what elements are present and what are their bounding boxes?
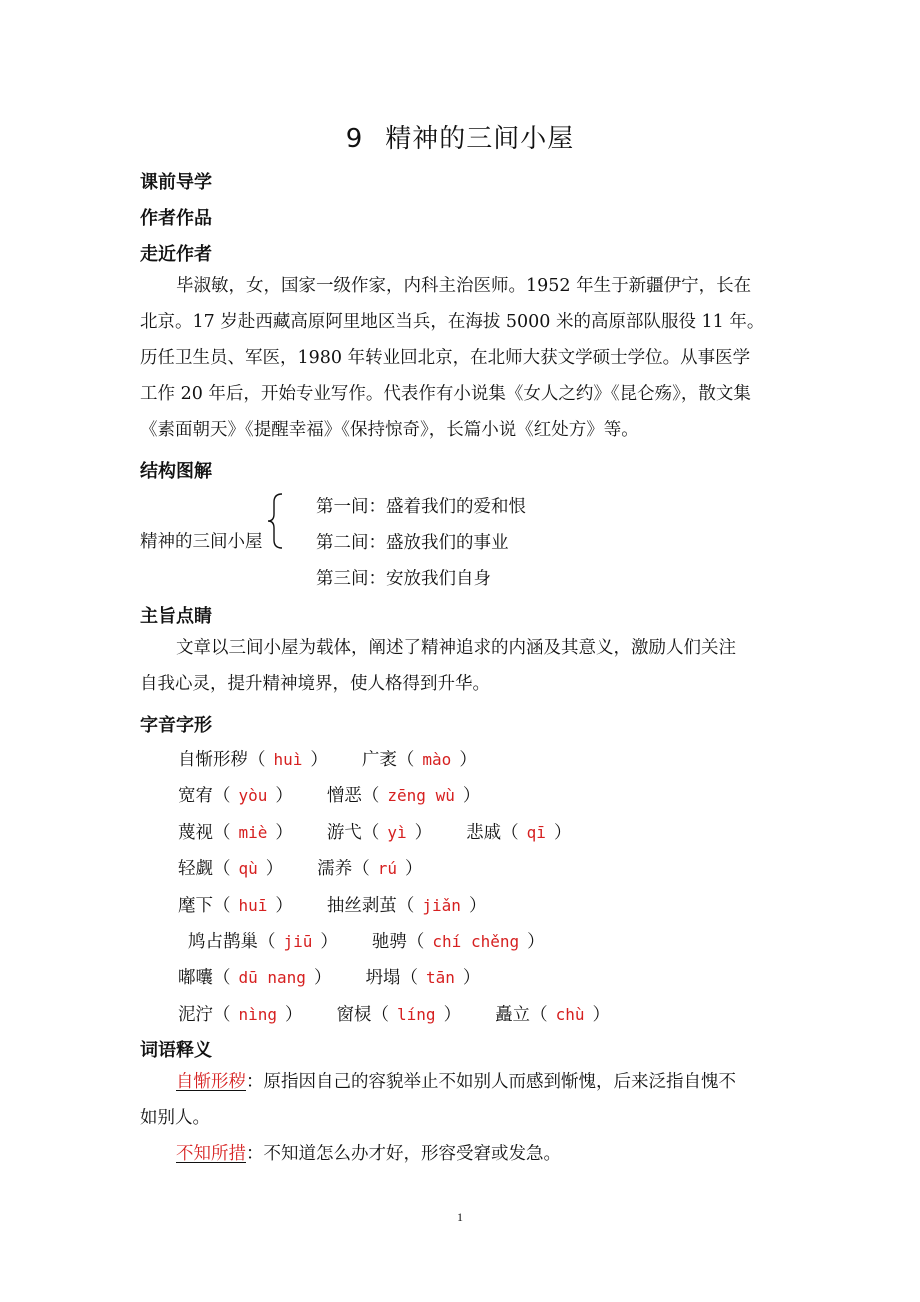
paren-open: （	[396, 895, 415, 916]
character-word: 嘟囔	[178, 968, 213, 989]
pinyin: zēng wù	[387, 786, 455, 806]
pinyin: líng	[397, 1004, 436, 1024]
character-row	[178, 782, 514, 807]
character-word: 宽宥	[178, 786, 213, 807]
pinyin: yì	[387, 822, 407, 842]
character-row	[178, 964, 514, 989]
character-word: 广袤	[361, 750, 397, 770]
paren-close: ）	[285, 1004, 303, 1025]
pinyin: huī	[238, 895, 268, 915]
character-item	[178, 819, 293, 844]
character-word: 濡养	[317, 859, 353, 880]
paren-open: （	[371, 1004, 390, 1025]
theme-paragraph	[140, 630, 780, 702]
character-item	[178, 782, 293, 807]
character-word: 驰骋	[371, 932, 407, 952]
character-item	[327, 892, 487, 917]
paren-close: ）	[405, 859, 423, 880]
paren-open: （	[530, 1004, 548, 1025]
pinyin: mào	[422, 750, 452, 769]
character-word: 蔑视	[178, 822, 213, 843]
character-item	[178, 964, 331, 989]
vocab-term: 不知所措	[176, 1144, 246, 1164]
theme-line: 文章以三间小屋为载体，阐述了精神追求的内涵及其意义，激励人们关注	[176, 638, 736, 658]
paren-open: （	[501, 822, 519, 843]
character-row	[178, 892, 520, 917]
paren-close: ）	[462, 786, 481, 807]
author-line: 历任卫生员、军医，1980 年转业回北京，在北师大获文学硕士学位。从事医学	[140, 348, 751, 368]
author-line: 《素面朝天》《提醒幸福》《保持惊奇》，长篇小说《红处方》等。	[140, 420, 639, 440]
paren-open: （	[213, 786, 231, 807]
pinyin: nìng	[238, 1004, 278, 1024]
character-word: 鸠占鹊巢	[188, 932, 258, 952]
page-title	[0, 118, 920, 155]
character-word: 麾下	[178, 895, 213, 916]
character-row	[178, 819, 605, 844]
heading-structure: 结构图解	[140, 461, 212, 482]
pinyin: tān	[425, 968, 455, 988]
paren-open: （	[213, 1004, 231, 1025]
pinyin: chí chěng	[432, 932, 520, 951]
paren-close: ）	[414, 822, 433, 843]
structure-branch: 第三间：安放我们自身	[316, 569, 491, 589]
lesson-title: 精神的三间小屋	[385, 124, 575, 154]
paren-open: （	[352, 859, 370, 880]
paren-close: ）	[468, 895, 487, 916]
character-item	[327, 819, 432, 844]
paren-close: ）	[459, 750, 477, 770]
character-item	[337, 1001, 462, 1026]
paren-close: ）	[265, 859, 284, 880]
paren-close: ）	[275, 786, 293, 807]
pinyin: dū nang	[238, 968, 306, 988]
character-item	[365, 964, 480, 989]
paren-open: （	[213, 859, 231, 880]
vocab-definition-cont: 如别人。	[140, 1108, 210, 1128]
character-item	[362, 746, 477, 771]
pinyin: qī	[526, 822, 546, 842]
heading-pre-study: 课前导学	[140, 172, 212, 193]
character-item	[178, 1001, 303, 1026]
paren-close: ）	[320, 932, 338, 952]
paren-open: （	[213, 822, 231, 843]
character-item	[188, 928, 338, 953]
paren-close: ）	[275, 895, 293, 916]
character-row	[188, 928, 579, 953]
character-word: 矗立	[495, 1004, 531, 1025]
paren-close: ）	[310, 750, 328, 770]
paren-open: （	[213, 895, 231, 916]
pinyin: qù	[238, 859, 258, 879]
pinyin: yòu	[238, 786, 268, 806]
character-item	[327, 782, 480, 807]
brace-icon	[266, 492, 286, 550]
character-word: 憎恶	[326, 786, 362, 807]
character-word: 泥泞	[178, 1004, 213, 1025]
structure-branch: 第一间：盛着我们的爱和恨	[316, 497, 526, 517]
paren-open: （	[400, 968, 418, 989]
heading-about-author: 走近作者	[140, 244, 212, 265]
paren-close: ）	[313, 968, 332, 989]
paren-close: ）	[553, 822, 572, 843]
character-word: 自惭形秽	[178, 750, 248, 770]
structure-branch: 第二间：盛放我们的事业	[316, 533, 509, 553]
character-word: 窗棂	[336, 1004, 372, 1025]
vocab-entry	[140, 1136, 780, 1172]
paren-close: ）	[592, 1004, 610, 1025]
character-item	[178, 746, 328, 771]
paren-open: （	[361, 822, 380, 843]
structure-root: 精神的三间小屋	[140, 532, 263, 552]
character-item	[178, 892, 293, 917]
character-word: 轻觑	[178, 859, 213, 880]
character-row	[178, 746, 511, 771]
character-word: 坍塌	[365, 968, 401, 989]
author-line: 工作 20 年后，开始专业写作。代表作有小说集《女人之约》《昆仑殇》，散文集	[140, 384, 751, 404]
character-row	[178, 855, 457, 880]
paren-close: ）	[443, 1004, 462, 1025]
vocab-definition: ：不知道怎么办才好，形容受窘或发急。	[246, 1144, 561, 1164]
character-word: 游弋	[326, 822, 362, 843]
heading-author-works: 作者作品	[140, 208, 212, 229]
vocab-term: 自惭形秽	[176, 1072, 246, 1092]
character-word: 悲戚	[466, 822, 502, 843]
heading-characters: 字音字形	[140, 715, 212, 736]
pinyin: chù	[555, 1004, 585, 1024]
vocab-definition: ：原指因自己的容貌举止不如别人而感到惭愧，后来泛指自愧不	[246, 1072, 736, 1092]
paren-close: ）	[275, 822, 293, 843]
character-row	[178, 1001, 644, 1026]
pinyin: jiū	[283, 932, 313, 951]
theme-line: 自我心灵，提升精神境界，使人格得到升华。	[140, 674, 490, 694]
character-item	[372, 928, 545, 953]
paren-close: ）	[462, 968, 481, 989]
paren-open: （	[396, 750, 415, 770]
lesson-number: 9	[345, 124, 364, 154]
paren-open: （	[406, 932, 425, 952]
heading-vocab: 词语释义	[140, 1040, 212, 1061]
paren-open: （	[258, 932, 276, 952]
heading-theme: 主旨点睛	[140, 606, 212, 627]
character-item	[178, 855, 283, 880]
paren-open: （	[248, 750, 266, 770]
pinyin: jiǎn	[422, 895, 461, 915]
paren-close: ）	[527, 932, 545, 952]
author-line: 北京。17 岁赴西藏高原阿里地区当兵，在海拔 5000 米的高原部队服役 11 年。	[140, 312, 765, 332]
character-word: 抽丝剥茧	[326, 895, 397, 916]
paren-open: （	[361, 786, 380, 807]
page-number: 1	[457, 1210, 463, 1224]
paren-open: （	[213, 968, 231, 989]
pinyin: rú	[377, 859, 398, 879]
character-item	[495, 1001, 610, 1026]
character-item	[317, 855, 422, 880]
pinyin: miè	[238, 822, 268, 842]
character-item	[466, 819, 571, 844]
author-line: 毕淑敏，女，国家一级作家，内科主治医师。1952 年生于新疆伊宁，长在	[176, 276, 752, 296]
author-paragraph	[140, 268, 780, 448]
pinyin: huì	[273, 750, 303, 769]
vocab-entry	[140, 1064, 780, 1136]
